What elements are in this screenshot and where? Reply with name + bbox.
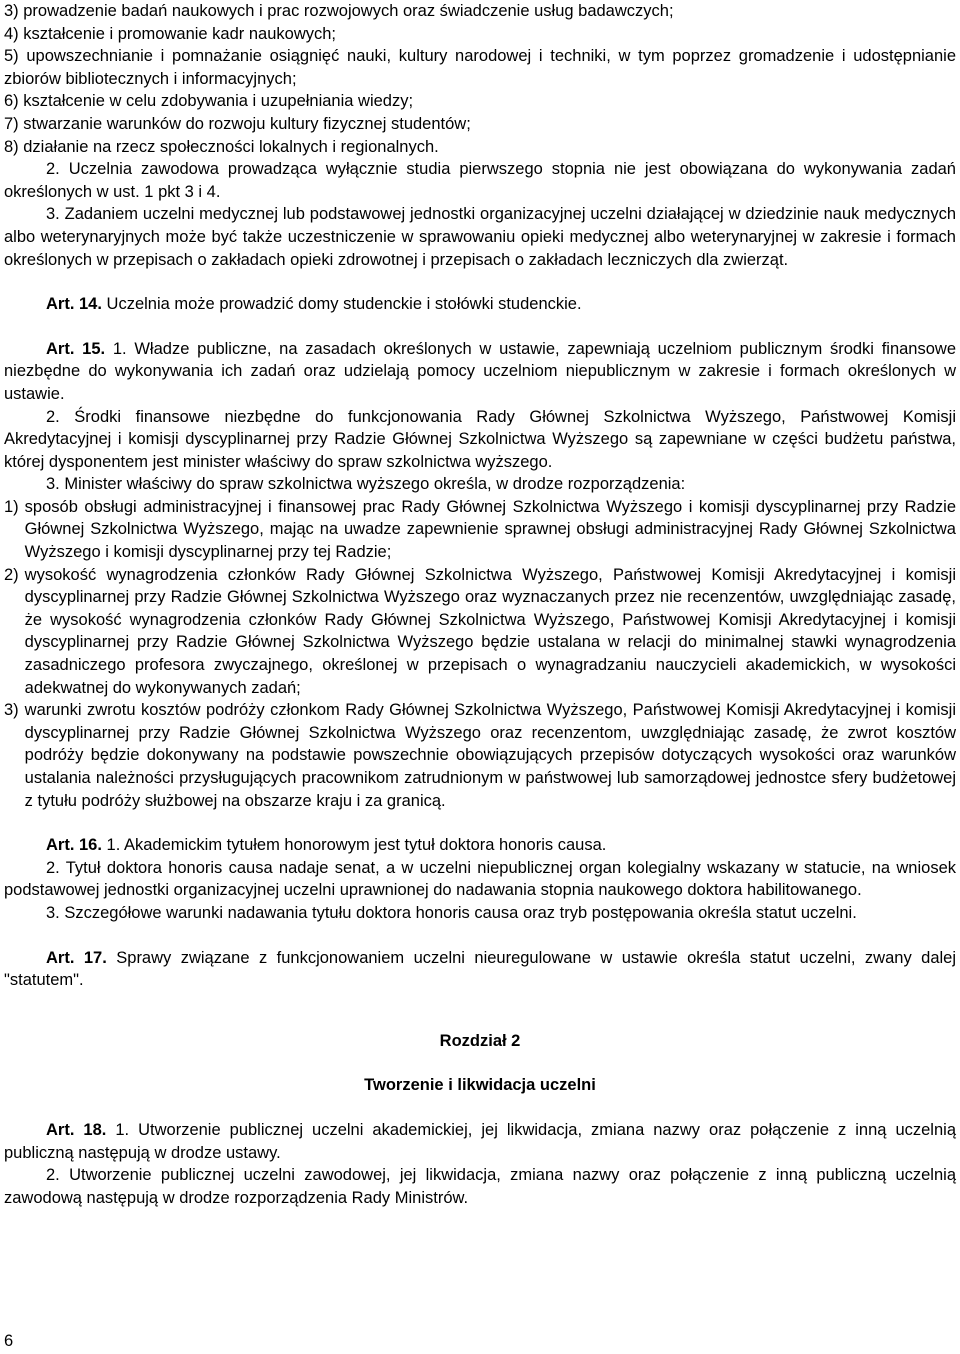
article-16	[4, 834, 956, 857]
article-18	[4, 1119, 956, 1164]
paragraph: 2. Tytuł doktora honoris causa nadaje senat, a w uczelni niepublicznej organ kolegialny wskazany w statucie, na wniosek podstawowej jednostki organizacyjnej uczelni uprawnionej do nadawania stopnia naukowego doktora habilitowanego.	[4, 858, 956, 900]
article-text: Sprawy związane z funkcjonowaniem uczelni nieuregulowane w ustawie określa statut uczelni, zwany dalej "statutem".	[4, 948, 957, 990]
paragraph: 3. Zadaniem uczelni medycznej lub podstawowej jednostki organizacyjnej uczelni działającej w dziedzinie nauk medycznych albo weterynaryjnych może być także uczestniczenie w sprawowaniu opieki medycznej albo weterynaryjnej w zakresie i formach określonych w przepisach o zakładach opieki zdrowotnej i przepisach o zakładach leczniczych dla zwierząt.	[4, 205, 956, 269]
list-item: 8) działanie na rzecz społeczności lokalnych i regionalnych.	[4, 137, 439, 156]
list-item: 3) prowadzenie badań naukowych i prac rozwojowych oraz świadczenie usług badawczych;	[4, 2, 674, 20]
paragraph: 3. Minister właściwy do spraw szkolnictwa wyższego określa, w drodze rozporządzenia:	[46, 475, 686, 494]
chapter-subtitle: Tworzenie i likwidacja uczelni	[364, 1076, 596, 1095]
article-label: Art. 17.	[46, 948, 107, 967]
list-item: 7) stwarzanie warunków do rozwoju kultury fizycznej studentów;	[4, 114, 471, 133]
list-item: 3) warunki zwrotu kosztów podróży członkom Rady Głównej Szkolnictwa Wyższego, Państwowej Komisji Akredytacyjnej i komisji dyscyplinarnej przy Radzie Głównej Szkolnictwa Wyższego oraz recenzentom, uwzględniając zasadę, że zwrot kosztów podróży będzie dokonywany na podstawie powszechnie obowiązujących przepisów dotyczących wysokości oraz warunków ustalania należności przysługujących pracownikom zatrudnionym w państwowej lub samorządowej jednostce sfery budżetowej z tytułu podróży służbowej na obszarze kraju i za granicą.	[4, 701, 956, 810]
paragraph: 3. Szczegółowe warunki nadawania tytułu doktora honoris causa oraz tryb postępowania określa statut uczelni.	[46, 903, 857, 922]
document-page	[4, 0, 956, 1209]
article-label: Art. 14.	[46, 295, 102, 314]
paragraph: 2. Środki finansowe niezbędne do funkcjonowania Rady Głównej Szkolnictwa Wyższego, Państwowej Komisji Akredytacyjnej i komisji dyscyplinarnej przy Radzie Głównej Szkolnictwa Wyższego są zapewniane w części budżetu państwa, której dysponentem jest minister właściwy do spraw szkolnictwa wyższego.	[4, 407, 956, 471]
list-item: 4) kształcenie i promowanie kadr naukowych;	[4, 24, 336, 43]
list-item: 1) sposób obsługi administracyjnej i finansowej prac Rady Głównej Szkolnictwa Wyższego i komisji dyscyplinarnej przy Radzie Głównej Szkolnictwa Wyższego, mając na uwadze zapewnienie sprawnej obsługi administracyjnej Rady Głównej Szkolnictwa Wyższego i komisji dyscyplinarnej przy tej Radzie;	[4, 497, 956, 562]
paragraph: 2. Utworzenie publicznej uczelni zawodowej, jej likwidacja, zmiana nazwy oraz połączenie z inną publiczną uczelnią zawodową następują w drodze rozporządzenia Rady Ministrów.	[4, 1166, 956, 1207]
list-item: 6) kształcenie w celu zdobywania i uzupełniania wiedzy;	[4, 92, 414, 111]
article-label: Art. 18.	[46, 1120, 107, 1139]
article-text: 1. Utworzenie publicznej uczelni akademickiej, jej likwidacja, zmiana nazwy oraz połączenie z inną uczelnią publiczną następują w drodze ustawy.	[4, 1120, 956, 1162]
page-number: 6	[4, 1332, 14, 1350]
article-label: Art. 16.	[46, 836, 102, 855]
article-text: 1. Władze publiczne, na zasadach określonych w ustawie, zapewniają uczelniom publicznym środki finansowe niezbędne do wykonywania ich zadań oraz udzielają pomocy uczelniom niepublicznym w zakresie i formach określonych w ustawie.	[4, 339, 956, 403]
article-17	[4, 947, 956, 992]
article-14	[4, 293, 956, 316]
article-text: 1. Akademickim tytułem honorowym jest tytuł doktora honoris causa.	[101, 836, 607, 855]
paragraph: 2. Uczelnia zawodowa prowadząca wyłącznie studia pierwszego stopnia nie jest obowiązana do wykonywania zadań określonych w ust. 1 pkt 3 i 4.	[4, 160, 956, 201]
chapter-title: Rozdział 2	[439, 1031, 521, 1050]
article-15	[4, 338, 956, 406]
list-item: 5) upowszechnianie i pomnażanie osiągnięć nauki, kultury narodowej i techniki, w tym poprzez gromadzenie i udostępnianie zbiorów bibliotecznych i informacyjnych;	[4, 47, 956, 88]
article-label: Art. 15.	[46, 339, 106, 358]
list-item: 2) wysokość wynagrodzenia członków Rady Głównej Szkolnictwa Wyższego, Państwowej Komisji Akredytacyjnej i komisji dyscyplinarnej przy Radzie Głównej Szkolnictwa Wyższego oraz wyznaczanych przez nie recenzentów, uwzględniając zasadę, że wysokość wynagrodzenia członków Rady Głównej Szkolnictwa Wyższego, Państwowej Komisji Akredytacyjnej i komisji dyscyplinarnej przy Radzie Głównej Szkolnictwa Wyższego będzie ustalana w relacji do minimalnej stawki wynagrodzenia zasadniczego profesora zwyczajnego, określonej w przepisach o wynagradzaniu nauczycieli akademickich, w wysokości adekwatnej do wykonywanych zadań;	[4, 565, 956, 697]
article-text: Uczelnia może prowadzić domy studenckie i stołówki studenckie.	[101, 295, 582, 314]
